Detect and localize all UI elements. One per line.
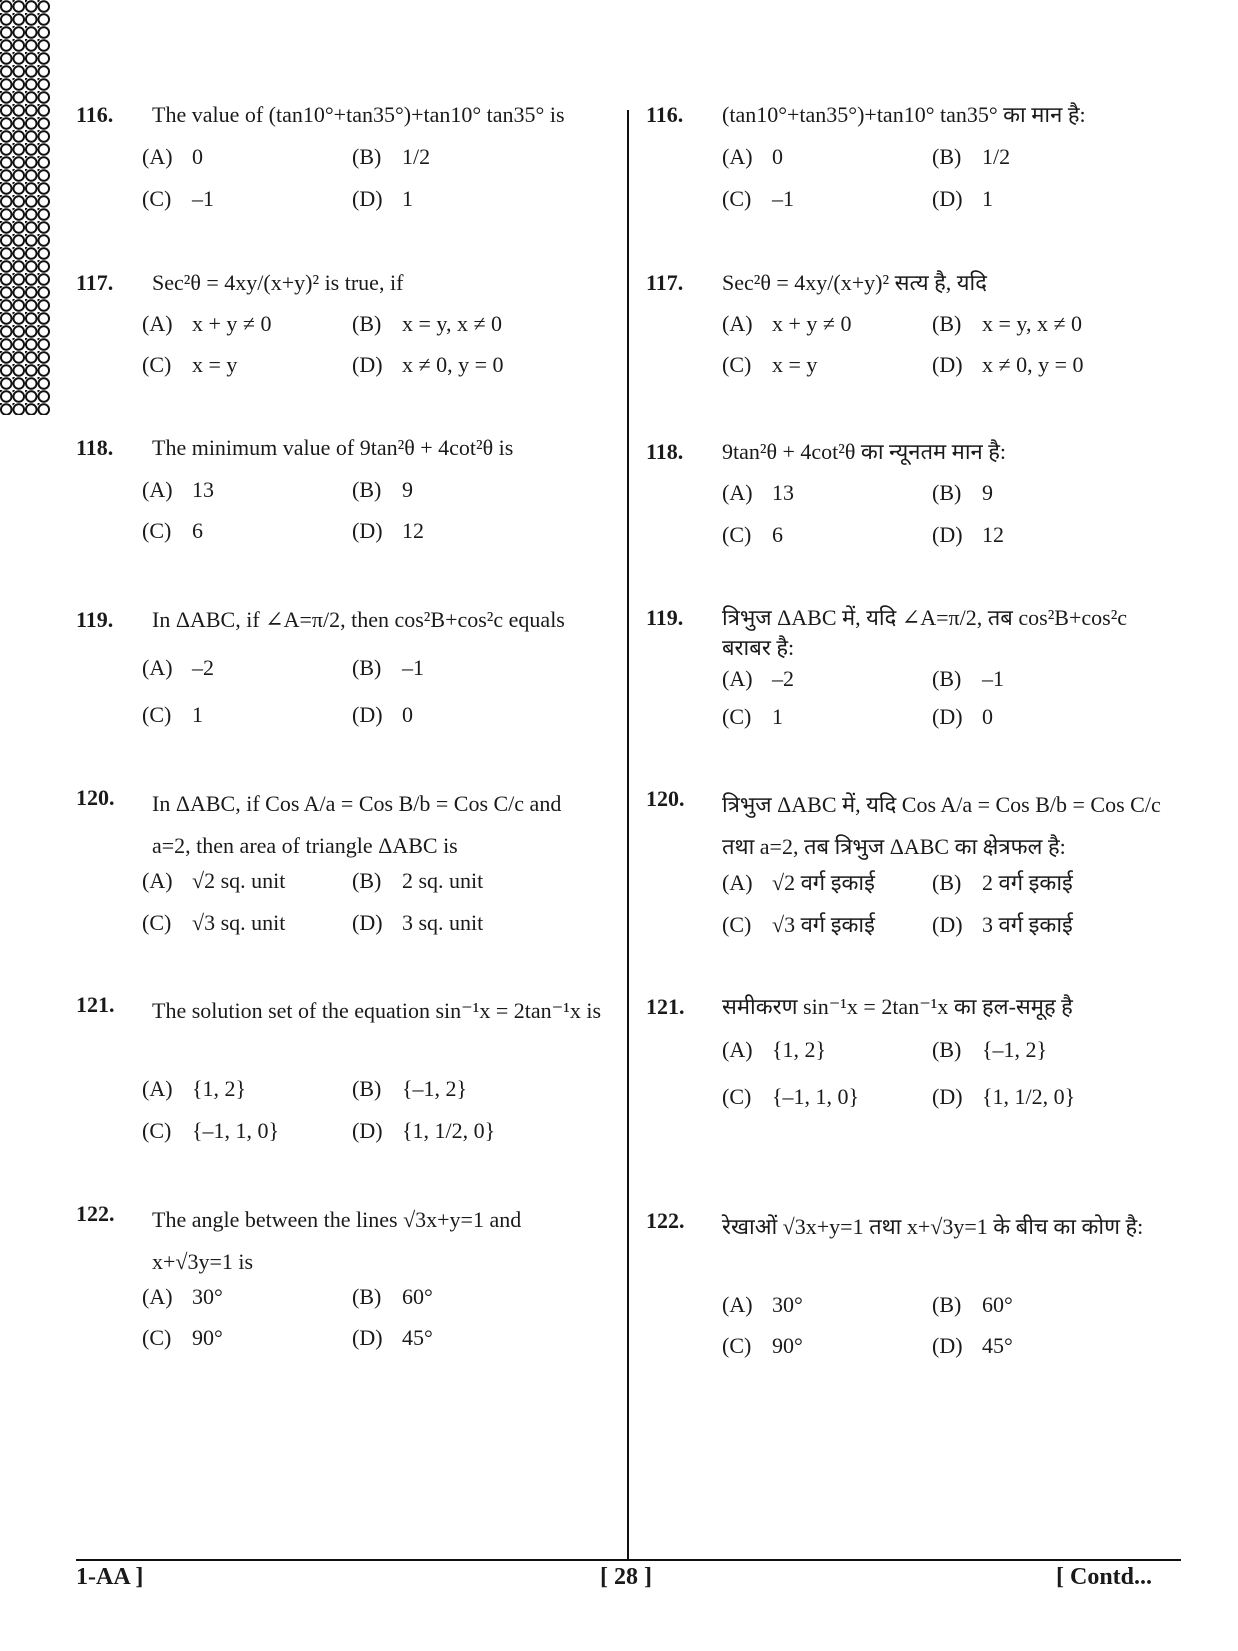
option-b: (B) 9 [932,480,993,505]
question-number: 120. [646,786,685,811]
question-text: Sec²θ = 4xy/(x+y)² सत्य है, यदि [722,270,987,295]
option-b: (B) 1/2 [352,144,431,169]
option-a: (A) 13 [722,480,794,505]
option-a: (A) 0 [142,144,203,169]
question-number: 116. [646,102,684,127]
column-divider [627,110,629,1560]
question-number: 118. [76,435,114,460]
question-number: 119. [646,605,684,630]
question-text: In ΔABC, if Cos A/a = Cos B/b = Cos C/c and a=2, then area of triangle ΔABC is [152,791,562,858]
question-text: त्रिभुज ΔABC में, यदि Cos A/a = Cos B/b = Cos C/c तथा a=2, तब त्रिभुज ΔABC का क्षेत्रफल है: [722,792,1161,859]
option-b: (B) x = y, x ≠ 0 [932,311,1083,336]
question-number: 122. [76,1201,115,1226]
option-b: (B) {–1, 2} [932,1037,1048,1062]
question-text: Sec²θ = 4xy/(x+y)² is true, if [152,270,404,295]
decorative-border-pattern [0,0,50,415]
option-b: (B) 60° [352,1284,433,1309]
option-d: (D) 12 [352,518,424,543]
option-d: (D) 0 [352,702,413,727]
option-a: (A) x + y ≠ 0 [722,311,852,336]
option-a: (A) √2 sq. unit [142,868,286,893]
question-text: The angle between the lines √3x+y=1 and x+√3y=1 is [152,1207,522,1274]
question-number: 117. [76,270,114,295]
question-text: (tan10°+tan35°)+tan10° tan35° का मान है: [722,102,1086,127]
option-a: (A) –2 [142,655,214,680]
option-a: (A) –2 [722,666,794,691]
question-number: 116. [76,102,114,127]
option-c: (C) 90° [722,1333,803,1358]
footer-rule [76,1559,1181,1561]
option-b: (B) 60° [932,1292,1013,1317]
question-text: त्रिभुज ΔABC में, यदि ∠A=π/2, तब cos²B+cos²c बराबर है: [722,605,1128,660]
option-c: (C) √3 sq. unit [142,910,286,935]
option-c: (C) –1 [142,186,214,211]
question-text: The minimum value of 9tan²θ + 4cot²θ is [152,435,514,460]
option-d: (D) 0 [932,704,993,729]
option-c: (C) 90° [142,1325,223,1350]
option-d: (D) x ≠ 0, y = 0 [932,352,1084,377]
option-b: (B) {–1, 2} [352,1076,468,1101]
option-a: (A) 0 [722,144,783,169]
option-d: (D) {1, 1/2, 0} [352,1118,496,1143]
question-number: 117. [646,270,684,295]
option-b: (B) 2 वर्ग इकाई [932,870,1073,895]
question-text: 9tan²θ + 4cot²θ का न्यूनतम मान है: [722,439,1007,464]
option-b: (B) x = y, x ≠ 0 [352,311,503,336]
option-c: (C) {–1, 1, 0} [142,1118,280,1143]
question-text: In ΔABC, if ∠A=π/2, then cos²B+cos²c equals [152,607,565,632]
question-number: 119. [76,607,114,632]
option-d: (D) 3 वर्ग इकाई [932,912,1073,937]
option-a: (A) 30° [722,1292,803,1317]
option-d: (D) x ≠ 0, y = 0 [352,352,504,377]
option-c: (C) 1 [722,704,783,729]
question-text: रेखाओं √3x+y=1 तथा x+√3y=1 के बीच का कोण है: [722,1214,1144,1239]
page-number: [ 28 ] [600,1564,652,1590]
option-c: (C) 1 [142,702,203,727]
option-b: (B) –1 [352,655,424,680]
option-b: (B) 2 sq. unit [352,868,484,893]
option-d: (D) 3 sq. unit [352,910,484,935]
option-a: (A) {1, 2} [142,1076,247,1101]
option-c: (C) x = y [722,352,818,377]
option-b: (B) 9 [352,477,413,502]
option-d: (D) 45° [932,1333,1013,1358]
option-d: (D) {1, 1/2, 0} [932,1084,1076,1109]
option-c: (C) 6 [722,522,783,547]
question-text: समीकरण sin⁻¹x = 2tan⁻¹x का हल-समूह है [722,994,1073,1019]
question-number: 121. [646,994,685,1019]
option-c: (C) {–1, 1, 0} [722,1084,860,1109]
option-d: (D) 45° [352,1325,433,1350]
option-c: (C) x = y [142,352,238,377]
option-a: (A) {1, 2} [722,1037,827,1062]
option-d: (D) 1 [352,186,413,211]
option-c: (C) –1 [722,186,794,211]
paper-code: 1-AA ] [76,1564,144,1590]
option-d: (D) 12 [932,522,1004,547]
option-d: (D) 1 [932,186,993,211]
question-text: The value of (tan10°+tan35°)+tan10° tan35° is [152,102,565,127]
option-b: (B) –1 [932,666,1004,691]
continued-marker: [ Contd... [1056,1564,1153,1590]
question-number: 120. [76,785,115,810]
question-number: 121. [76,992,115,1017]
question-number: 122. [646,1208,685,1233]
option-a: (A) √2 वर्ग इकाई [722,870,875,895]
option-a: (A) 30° [142,1284,223,1309]
option-a: (A) 13 [142,477,214,502]
question-number: 118. [646,439,684,464]
option-a: (A) x + y ≠ 0 [142,311,272,336]
option-b: (B) 1/2 [932,144,1011,169]
option-c: (C) 6 [142,518,203,543]
option-c: (C) √3 वर्ग इकाई [722,912,875,937]
question-text: The solution set of the equation sin⁻¹x = 2tan⁻¹x is [152,998,602,1023]
